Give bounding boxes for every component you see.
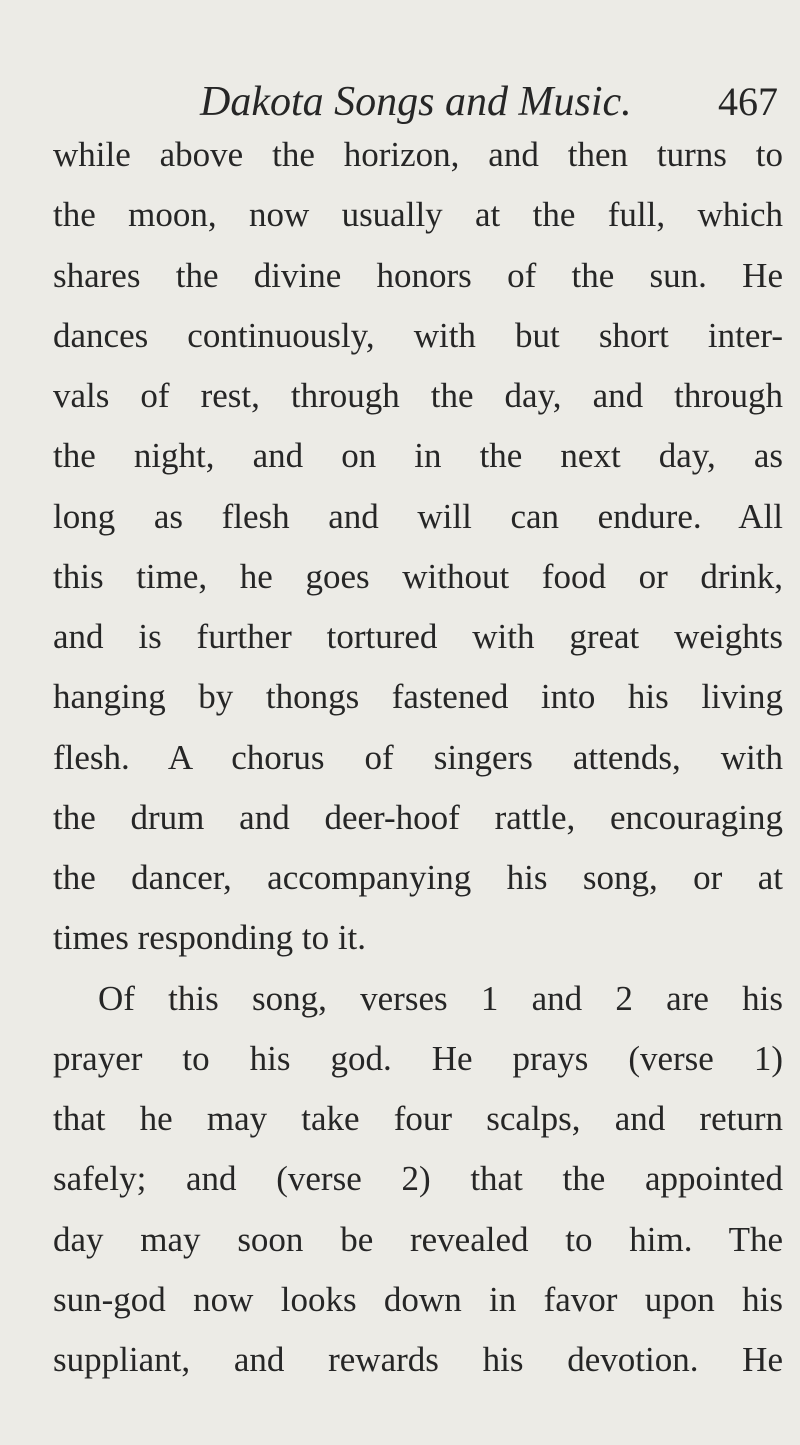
text-line: the night, and on in the next day, as bbox=[53, 436, 783, 475]
running-header bbox=[200, 72, 778, 132]
text-line: flesh. A chorus of singers attends, with bbox=[53, 738, 783, 777]
text-line: shares the divine honors of the sun. He bbox=[53, 256, 783, 295]
text-line: dances continuously, with but short inter- bbox=[53, 316, 783, 355]
text-line: prayer to his god. He prays (verse 1) bbox=[53, 1039, 783, 1078]
text-line: the dancer, accompanying his song, or at bbox=[53, 858, 783, 897]
text-line: long as flesh and will can endure. All bbox=[53, 497, 783, 536]
text-line: vals of rest, through the day, and through bbox=[53, 376, 783, 415]
running-title: Dakota Songs and Music. bbox=[200, 79, 632, 125]
text-line: suppliant, and rewards his devotion. He bbox=[53, 1340, 783, 1379]
paragraph-first-line: Of this song, verses 1 and 2 are his bbox=[98, 979, 783, 1018]
text-line: times responding to it. bbox=[53, 918, 367, 957]
page-number: 467 bbox=[718, 79, 778, 124]
text-line: and is further tortured with great weights bbox=[53, 617, 783, 656]
text-line: sun-god now looks down in favor upon his bbox=[53, 1280, 783, 1319]
text-line: day may soon be revealed to him. The bbox=[53, 1220, 783, 1259]
text-line: hanging by thongs fastened into his living bbox=[53, 677, 783, 716]
text-line: the drum and deer-hoof rattle, encouraging bbox=[53, 798, 783, 837]
text-line: while above the horizon, and then turns to bbox=[53, 135, 783, 174]
text-line: that he may take four scalps, and return bbox=[53, 1099, 783, 1138]
text-line: the moon, now usually at the full, which bbox=[53, 195, 783, 234]
text-line: safely; and (verse 2) that the appointed bbox=[53, 1159, 783, 1198]
text-line: this time, he goes without food or drink, bbox=[53, 557, 783, 596]
